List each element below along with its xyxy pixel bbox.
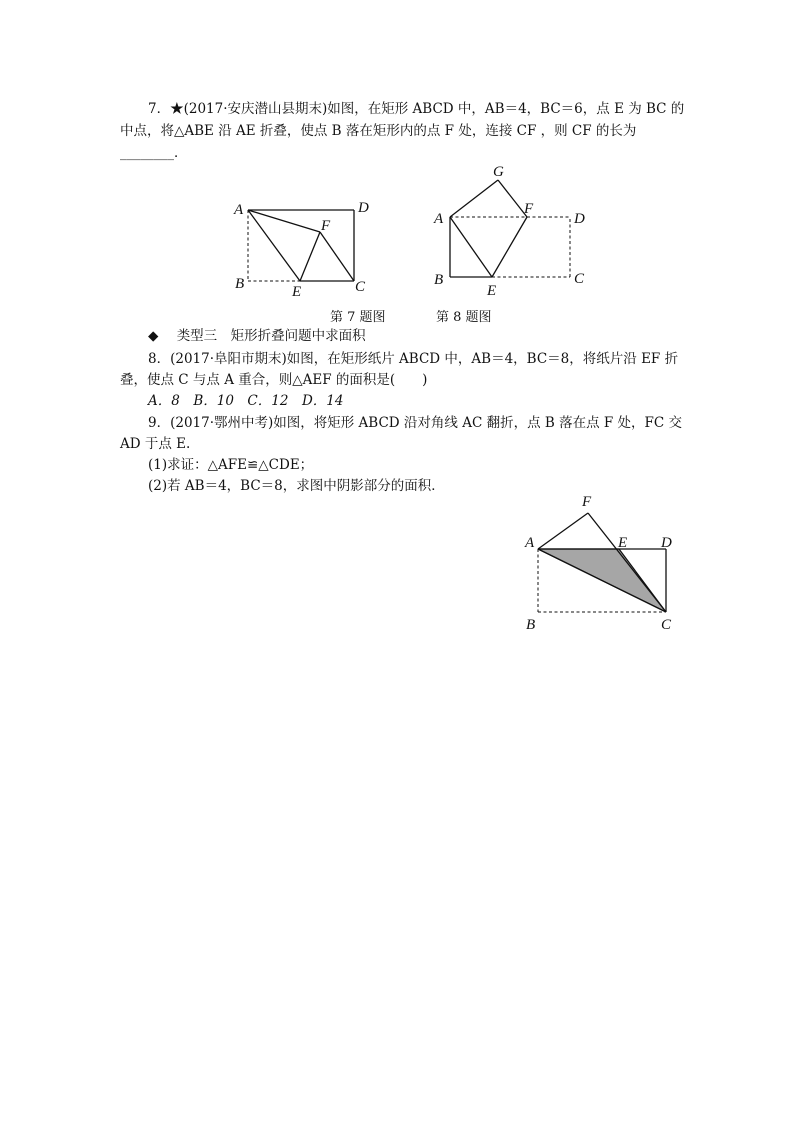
q9-part1: (1)求证：△AFE≌△CDE； <box>148 457 314 473</box>
fig7-label-C: C <box>355 279 366 295</box>
fig7-label-D: D <box>358 200 369 216</box>
q8-text-line1: 8．(2017·阜阳市期末)如图，在矩形纸片 ABCD 中，AB＝4，BC＝8，将纸片沿 EF 折 <box>148 351 679 367</box>
fig7-label-E: E <box>292 284 302 300</box>
fig8-edge-AE <box>450 217 492 277</box>
fig8-label-A: A <box>434 211 444 227</box>
fig8-edge-GF <box>498 180 527 217</box>
fig8-edge-FE <box>492 217 527 277</box>
fig7-edge-FE <box>300 232 320 281</box>
fig8-label-D: D <box>574 211 585 227</box>
section-header <box>148 327 366 345</box>
section-title: 类型三 矩形折叠问题中求面积 <box>176 328 366 344</box>
q9-text-line1: 9．(2017·鄂州中考)如图，将矩形 ABCD 沿对角线 AC 翻折，点 B 落在点 F 处，FC 交 <box>148 415 683 431</box>
figure-9 <box>520 490 685 635</box>
fig7-edge-AE <box>248 210 300 281</box>
fig8-label-B: B <box>434 272 444 288</box>
fig7-label-F: F <box>321 218 331 234</box>
figure-7 <box>228 192 378 300</box>
fig7-edge-AF <box>248 210 320 232</box>
fig9-label-B: B <box>526 617 536 633</box>
q8-options: A．8 B．10 C．12 D．14 <box>148 393 344 409</box>
section-bullet: ◆ <box>148 328 159 344</box>
fig8-label-C: C <box>574 271 585 287</box>
fig9-label-E: E <box>618 535 628 551</box>
fig9-label-C: C <box>661 617 672 633</box>
fig9-label-D: D <box>661 535 672 551</box>
fig8-caption: 第 8 题图 <box>436 310 492 325</box>
figure-8 <box>424 158 599 300</box>
fig7-edge-FC <box>320 232 354 281</box>
fig7-caption: 第 7 题图 <box>330 310 386 325</box>
fig8-label-F: F <box>524 201 534 217</box>
fig8-edge-AG <box>450 180 498 217</box>
q9-text-line2: AD 于点 E. <box>120 436 191 452</box>
fig8-label-G: G <box>493 164 504 180</box>
q9-part2: (2)若 AB＝4，BC＝8，求图中阴影部分的面积． <box>148 478 445 494</box>
fig8-label-E: E <box>487 283 497 299</box>
q7-answer-blank: ________． <box>120 145 188 161</box>
fig9-label-A: A <box>525 535 535 551</box>
fig7-label-B: B <box>235 276 245 292</box>
fig9-edge-AF <box>538 513 588 549</box>
fig7-label-A: A <box>234 202 244 218</box>
q7-text-line1: 7．★(2017·安庆潜山县期末)如图，在矩形 ABCD 中，AB＝4，BC＝6，点 E 为 BC 的 <box>148 101 685 117</box>
fig9-label-F: F <box>582 494 592 510</box>
q7-text-line2: 中点，将△ABE 沿 AE 折叠，使点 B 落在矩形内的点 F 处，连接 CF ，则 CF 的长为 <box>120 123 637 139</box>
q8-text-line2: 叠，使点 C 与点 A 重合，则△AEF 的面积是( ) <box>120 372 428 388</box>
